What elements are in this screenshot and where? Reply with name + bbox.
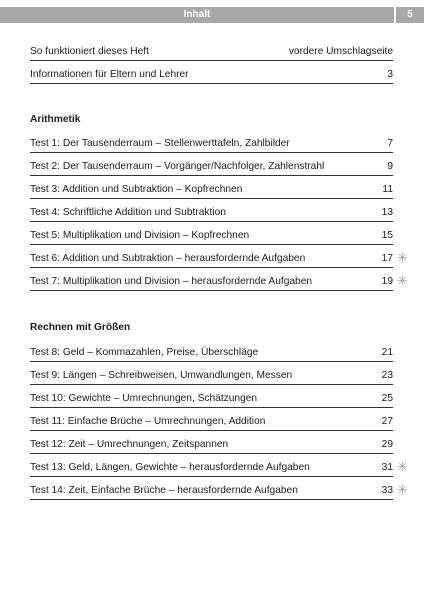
page-number: 5 — [396, 7, 424, 23]
toc-entry-page: 31 — [381, 462, 393, 473]
toc-entry-label: Test 4: Schriftliche Addition und Subtraktion — [30, 207, 226, 218]
toc-entry-label: Test 5: Multiplikation und Division – Kopfrechnen — [30, 230, 250, 241]
toc-entry-page: 15 — [381, 230, 393, 241]
star-icon: ✳ — [397, 460, 408, 475]
toc-entry-page: 33 — [381, 485, 393, 496]
toc-row-test-13[interactable] — [30, 460, 393, 477]
toc-row-test-3[interactable] — [30, 182, 393, 199]
toc-row-test-1[interactable] — [30, 136, 393, 153]
toc-entry-label: Informationen für Eltern und Lehrer — [30, 69, 189, 80]
toc-row-test-6[interactable] — [30, 251, 393, 268]
toc-entry-page: 9 — [387, 161, 393, 172]
toc-entry-label: Test 7: Multiplikation und Division – herausfordernde Aufgaben — [30, 276, 313, 287]
star-icon: ✳ — [397, 274, 408, 289]
toc-entry-page: 21 — [381, 347, 393, 358]
section-heading-groessen: Rechnen mit Größen — [30, 322, 131, 333]
toc-row-test-7[interactable] — [30, 274, 393, 291]
toc-entry-page: 17 — [381, 253, 393, 264]
toc-entry-page: 19 — [381, 276, 393, 287]
toc-row-test-8[interactable] — [30, 345, 393, 362]
toc-row-intro-eltern[interactable] — [30, 67, 393, 84]
toc-entry-label: Test 11: Einfache Brüche – Umrechnungen, Addition — [30, 416, 266, 427]
toc-entry-label: Test 6: Addition und Subtraktion – herausfordernde Aufgaben — [30, 253, 306, 264]
toc-row-intro-heft[interactable] — [30, 44, 393, 61]
toc-entry-label: Test 9: Längen – Schreibweisen, Umwandlungen, Messen — [30, 370, 293, 381]
star-icon: ✳ — [397, 251, 408, 266]
toc-entry-page: 23 — [381, 370, 393, 381]
toc-entry-label: Test 12: Zeit – Umrechnungen, Zeitspannen — [30, 439, 229, 450]
toc-row-test-12[interactable] — [30, 437, 393, 454]
toc-entry-label: Test 2: Der Tausenderraum – Vorgänger/Nachfolger, Zahlenstrahl — [30, 161, 325, 172]
toc-row-test-2[interactable] — [30, 159, 393, 176]
toc-entry-page: 13 — [381, 207, 393, 218]
toc-row-test-14[interactable] — [30, 483, 393, 500]
toc-entry-label: Test 3: Addition und Subtraktion – Kopfrechnen — [30, 184, 243, 195]
toc-entry-label: Test 10: Gewichte – Umrechnungen, Schätzungen — [30, 393, 258, 404]
toc-entry-page: 3 — [387, 69, 393, 80]
toc-row-test-11[interactable] — [30, 414, 393, 431]
toc-entry-page: 29 — [381, 439, 393, 450]
toc-entry-label: Test 14: Zeit, Einfache Brüche – herausfordernde Aufgaben — [30, 485, 298, 496]
toc-entry-label: Test 1: Der Tausenderraum – Stellenwerttafeln, Zahlbilder — [30, 138, 290, 149]
toc-row-test-4[interactable] — [30, 205, 393, 222]
section-heading-arithmetik: Arithmetik — [30, 114, 81, 125]
toc-entry-label: Test 8: Geld – Kommazahlen, Preise, Überschläge — [30, 347, 259, 358]
toc-row-test-9[interactable] — [30, 368, 393, 385]
toc-entry-label: Test 13: Geld, Längen, Gewichte – herausfordernde Aufgaben — [30, 462, 310, 473]
page-title: Inhalt — [183, 9, 211, 20]
toc-entry-page: 27 — [381, 416, 393, 427]
toc-row-test-5[interactable] — [30, 228, 393, 245]
toc-entry-page: 7 — [387, 138, 393, 149]
toc-row-test-10[interactable] — [30, 391, 393, 408]
toc-entry-page: vordere Umschlagseite — [288, 46, 393, 57]
toc-entry-label: So funktioniert dieses Heft — [30, 46, 149, 57]
toc-entry-page: 25 — [381, 393, 393, 404]
toc-entry-page: 11 — [382, 184, 393, 195]
star-icon: ✳ — [397, 483, 408, 498]
